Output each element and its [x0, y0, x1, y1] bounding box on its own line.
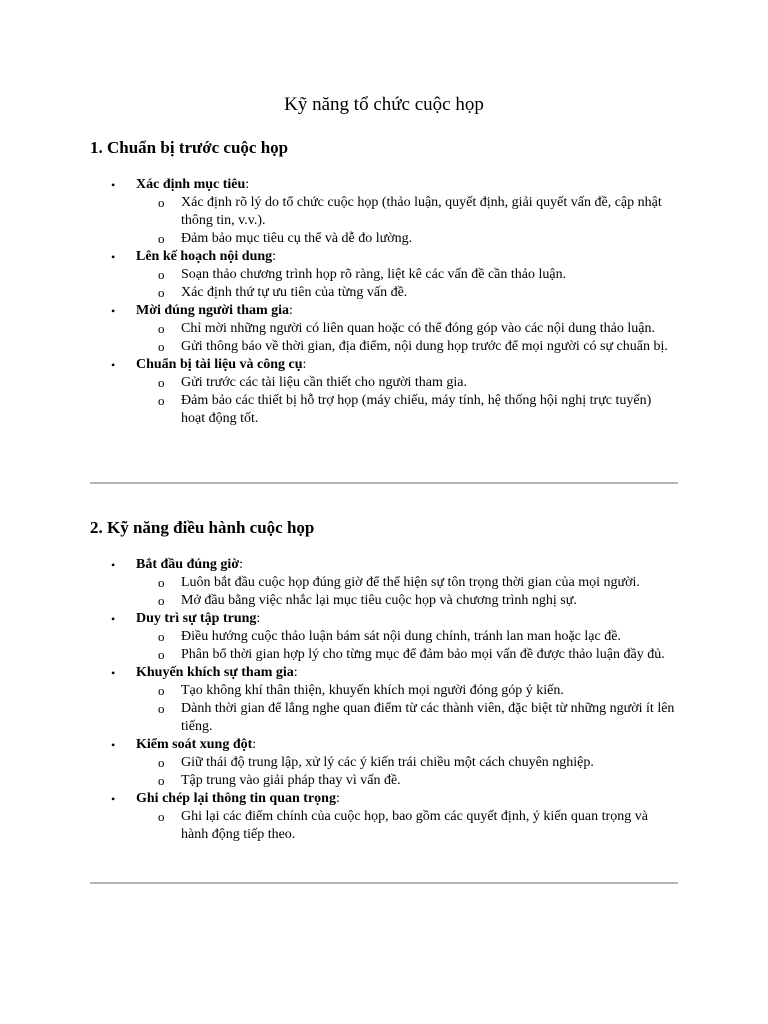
sub-bullet-icon: o	[158, 701, 165, 716]
sub-bullet-list	[136, 374, 678, 428]
sub-bullet-text: Chỉ mời những người có liên quan hoặc có thể đóng góp vào các nội dung thảo luận.	[181, 321, 655, 336]
sub-bullet-icon: o	[158, 809, 165, 824]
bullet-item	[90, 176, 678, 248]
sub-bullet-text: Tập trung vào giải pháp thay vì vấn đề.	[181, 773, 401, 788]
section-facilitation	[90, 517, 678, 844]
bullet-title: Kiểm soát xung đột	[136, 737, 253, 752]
bullet-title: Bắt đầu đúng giờ	[136, 557, 240, 572]
bullet-title: Duy trì sự tập trung	[136, 611, 257, 626]
sub-bullet-item	[136, 284, 678, 302]
document-title: Kỹ năng tổ chức cuộc họp	[284, 94, 484, 115]
sub-bullet-text: Soạn thảo chương trình họp rõ ràng, liệt kê các vấn đề cần thảo luận.	[181, 267, 567, 282]
sub-bullet-text: Xác định rõ lý do tổ chức cuộc họp (thảo luận, quyết định, giải quyết vấn đề, cập nhật thông tin, v.v.).	[181, 195, 662, 228]
bullet-icon: •	[111, 358, 116, 372]
sub-bullet-text: Luôn bắt đầu cuộc họp đúng giờ để thể hiện sự tôn trọng thời gian của mọi người.	[181, 575, 640, 590]
sub-bullet-list	[136, 808, 678, 844]
bullet-item	[90, 736, 678, 790]
sub-bullet-item	[136, 374, 678, 392]
sub-bullet-text: Ghi lại các điểm chính của cuộc họp, bao gồm các quyết định, ý kiến quan trọng và hành động tiếp theo.	[181, 809, 648, 842]
sub-bullet-icon: o	[158, 267, 165, 282]
sub-bullet-item	[136, 592, 678, 610]
sub-bullet-icon: o	[158, 629, 165, 644]
bullet-item	[90, 790, 678, 844]
bullet-list	[90, 556, 678, 844]
bullet-icon: •	[111, 178, 116, 192]
bullet-item	[90, 664, 678, 736]
sub-bullet-list	[136, 682, 678, 736]
bullet-item	[90, 302, 678, 356]
section-heading: 1. Chuẩn bị trước cuộc họp	[90, 138, 289, 157]
sub-bullet-text: Phân bổ thời gian hợp lý cho từng mục để đảm bảo mọi vấn đề được thảo luận đầy đủ.	[181, 647, 665, 662]
sub-bullet-list	[136, 754, 678, 790]
sub-bullet-icon: o	[158, 285, 165, 300]
sub-bullet-text: Mở đầu bằng việc nhắc lại mục tiêu cuộc họp và chương trình nghị sự.	[181, 593, 577, 608]
bullet-title: Chuẩn bị tài liệu và công cụ	[136, 357, 303, 372]
bullet-title-suffix: :	[239, 557, 243, 572]
sub-bullet-list	[136, 194, 678, 248]
horizontal-divider	[90, 482, 678, 484]
bullet-icon: •	[111, 250, 116, 264]
sub-bullet-item	[136, 266, 678, 284]
sub-bullet-item	[136, 194, 678, 230]
sub-bullet-text: Giữ thái độ trung lập, xử lý các ý kiến trái chiều một cách chuyên nghiệp.	[181, 755, 594, 770]
sub-bullet-item	[136, 700, 678, 736]
bullet-icon: •	[111, 738, 116, 752]
bullet-title-suffix: :	[335, 791, 340, 806]
section-preparation	[90, 137, 678, 428]
bullet-item	[90, 610, 678, 664]
sub-bullet-item	[136, 320, 678, 338]
bullet-list	[90, 176, 678, 428]
sub-bullet-list	[136, 320, 678, 356]
bullet-item	[90, 356, 678, 428]
sub-bullet-item	[136, 772, 678, 790]
section-heading: 2. Kỹ năng điều hành cuộc họp	[90, 518, 315, 537]
sub-bullet-icon: o	[158, 393, 165, 408]
sub-bullet-icon: o	[158, 593, 165, 608]
bullet-title-suffix: :	[245, 177, 250, 192]
bullet-icon: •	[111, 304, 116, 318]
sub-bullet-text: Đảm bảo các thiết bị hỗ trợ họp (máy chiếu, máy tính, hệ thống hội nghị trực tuyến) hoạt động tốt.	[181, 393, 652, 426]
sub-bullet-item	[136, 338, 678, 356]
sub-bullet-item	[136, 574, 678, 592]
sub-bullet-icon: o	[158, 195, 165, 210]
sub-bullet-item	[136, 392, 678, 428]
sub-bullet-icon: o	[158, 575, 165, 590]
sub-bullet-icon: o	[158, 683, 165, 698]
bullet-title: Xác định mục tiêu	[136, 177, 246, 192]
sub-bullet-icon: o	[158, 375, 165, 390]
sub-bullet-text: Tạo không khí thân thiện, khuyến khích mọi người đóng góp ý kiến.	[181, 683, 564, 698]
bullet-icon: •	[111, 792, 116, 806]
sub-bullet-text: Đảm bảo mục tiêu cụ thể và dễ đo lường.	[181, 231, 413, 246]
bullet-item	[90, 556, 678, 610]
sub-bullet-item	[136, 230, 678, 248]
bullet-title: Mời đúng người tham gia	[136, 303, 290, 318]
sub-bullet-list	[136, 574, 678, 610]
horizontal-divider	[90, 882, 678, 884]
bullet-icon: •	[111, 612, 116, 626]
sub-bullet-icon: o	[158, 231, 165, 246]
bullet-icon: •	[111, 558, 116, 572]
bullet-title: Khuyến khích sự tham gia	[136, 665, 294, 680]
sub-bullet-item	[136, 628, 678, 646]
bullet-title: Lên kế hoạch nội dung	[136, 249, 273, 264]
sub-bullet-item	[136, 808, 678, 844]
bullet-title-suffix: :	[293, 665, 298, 680]
sub-bullet-item	[136, 682, 678, 700]
bullet-title-suffix: :	[289, 303, 293, 318]
sub-bullet-text: Xác định thứ tự ưu tiên của từng vấn đề.	[181, 285, 408, 300]
sub-bullet-item	[136, 646, 678, 664]
sub-bullet-text: Dành thời gian để lắng nghe quan điểm từ các thành viên, đặc biệt từ những người ít lên tiếng.	[181, 701, 675, 734]
bullet-title-suffix: :	[272, 249, 277, 264]
bullet-icon: •	[111, 666, 116, 680]
sub-bullet-list	[136, 628, 678, 664]
bullet-title: Ghi chép lại thông tin quan trọng	[136, 791, 336, 806]
sub-bullet-icon: o	[158, 773, 165, 788]
sub-bullet-icon: o	[158, 321, 165, 336]
sub-bullet-icon: o	[158, 339, 165, 354]
sub-bullet-icon: o	[158, 755, 165, 770]
sub-bullet-text: Gửi trước các tài liệu cần thiết cho người tham gia.	[181, 375, 467, 390]
sub-bullet-text: Điều hướng cuộc thảo luận bám sát nội dung chính, tránh lan man hoặc lạc đề.	[181, 629, 621, 644]
sub-bullet-icon: o	[158, 647, 165, 662]
sub-bullet-item	[136, 754, 678, 772]
sub-bullet-list	[136, 266, 678, 302]
bullet-title-suffix: :	[302, 357, 307, 372]
sub-bullet-text: Gửi thông báo về thời gian, địa điểm, nội dung họp trước để mọi người có sự chuẩn bị.	[181, 339, 668, 354]
bullet-title-suffix: :	[256, 611, 261, 626]
bullet-title-suffix: :	[252, 737, 257, 752]
bullet-item	[90, 248, 678, 302]
